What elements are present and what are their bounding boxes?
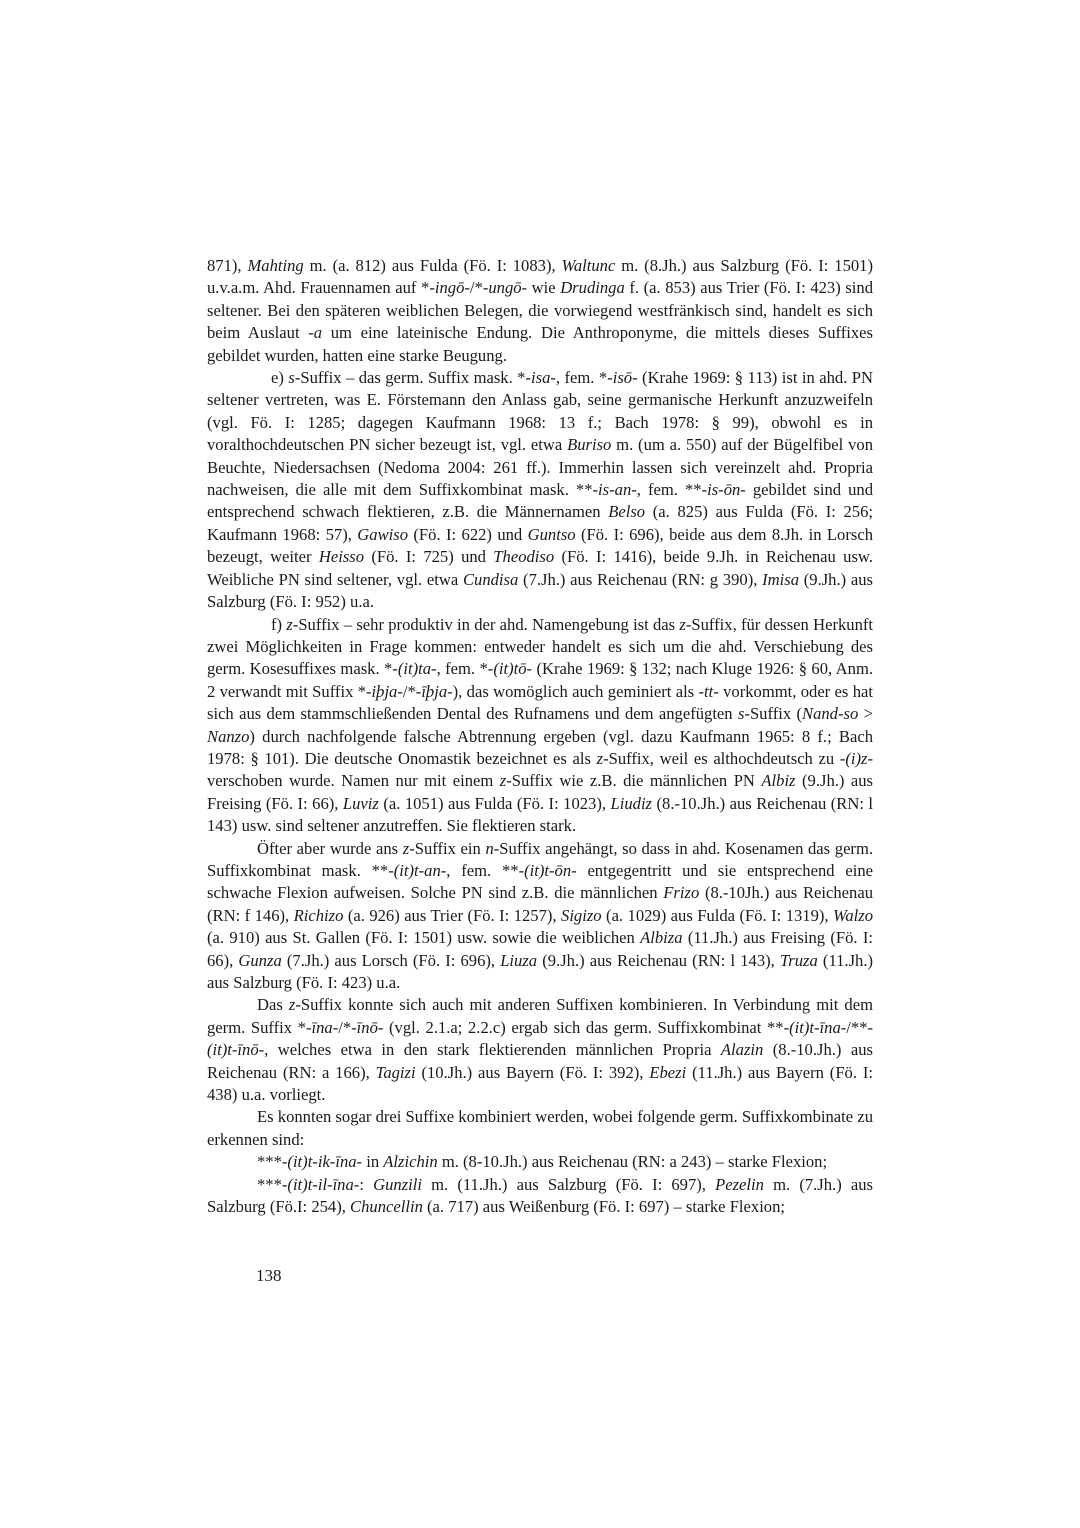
text-run: /**- <box>846 1017 873 1037</box>
text-run: f) <box>271 614 287 634</box>
text-run: -Suffix – sehr produktiv in der ahd. Namengebung ist das <box>292 614 680 634</box>
italic-term: isa- <box>531 368 556 388</box>
italic-term: s <box>288 368 295 388</box>
italic-term: isō- <box>612 368 638 388</box>
text-run: (Fö. I: 622) und <box>408 524 528 544</box>
text-run: , fem. **- <box>446 860 525 880</box>
italic-term: Ebezi <box>649 1062 687 1082</box>
text-run: um eine lateinische Endung. Die Anthroponyme, die mittels dieses Suffixes gebildet wurden, hatten eine starke Beugung. <box>207 323 873 365</box>
text-run: verschoben wurde. Namen nur mit einem <box>207 771 500 791</box>
italic-term: Liuza <box>500 950 538 970</box>
italic-term: Cundisa <box>462 569 519 589</box>
text-run: -Suffix, für dessen Herkunft zwei Möglichkeiten in Frage kommen: entweder handelt es sich um die ahd. Verschiebung des germ. Kosesuffixes mask. *- <box>207 614 874 679</box>
italic-term: (it)t-ōn- <box>524 860 577 880</box>
text-run: (11.Jh.) aus Salzburg (Fö. I: 423) u.a. <box>207 950 873 992</box>
text-run: m. (a. 812) aus Fulda (Fö. I: 1083), <box>303 256 562 275</box>
italic-term: Drudinga <box>560 278 625 298</box>
text-run: (Fö. I: 1416), beide 9.Jh. in Reichenau usw. Weibliche PN sind seltener, vgl. etwa <box>207 547 873 589</box>
text-run: (a. 926) aus Trier (Fö. I: 1257), <box>343 905 562 925</box>
italic-term: Nanzo <box>207 726 250 746</box>
text-run: > <box>858 704 873 724</box>
italic-term: (it)t-il-īna- <box>287 1174 360 1194</box>
italic-term: Buriso <box>567 435 612 455</box>
paragraph-p2 <box>207 367 873 613</box>
italic-term: -tt- <box>698 681 719 701</box>
text-run: in <box>362 1152 384 1172</box>
text-run: ), das womöglich auch geminiert als <box>452 681 699 701</box>
italic-term: Imisa <box>762 569 799 589</box>
text-run: ***- <box>257 1152 288 1172</box>
text-run: -Suffix ( <box>744 704 803 724</box>
italic-term: n <box>485 838 494 858</box>
italic-term: z <box>286 614 293 634</box>
text-run: gebildet sind und entsprechend schwach flektieren, z.B. die Männernamen <box>207 480 874 522</box>
text-run: (a. 825) aus Fulda (Fö. I: 256; Kaufmann 1968: 57), <box>207 502 873 544</box>
text-run: (a. 1051) aus Fulda (Fö. I: 1023), <box>378 793 611 813</box>
text-run: (a. 910) aus St. Gallen (Fö. I: 1501) usw. sowie die weiblichen <box>207 928 641 948</box>
italic-term: Guntso <box>527 524 576 544</box>
text-run: entgegentritt und sie entsprechend eine schwache Flexion aufweisen. Solche PN sind z.B. die männlichen <box>207 860 873 903</box>
italic-term: Liudiz <box>610 793 653 813</box>
text-run: (a. 1029) aus Fulda (Fö. I: 1319), <box>601 905 834 925</box>
italic-term: Pezelin <box>715 1174 764 1194</box>
text-run: /*- <box>402 681 422 701</box>
text-run: (8.-10.Jh.) aus Reichenau (RN: l 143) usw. sind seltener anzutreffen. Sie flektieren stark. <box>207 793 874 836</box>
italic-term: Chuncellin <box>350 1197 423 1217</box>
italic-term: iþja- <box>371 681 403 701</box>
paragraph-p8 <box>207 1174 873 1219</box>
italic-term: Gunza <box>238 950 282 970</box>
italic-term: (it)t-an- <box>393 860 447 880</box>
italic-term: ingō- <box>434 278 470 298</box>
text-run: m. (um a. 550) auf der Bügelfibel von Beuchte, Niedersachsen (Nedoma 2004: 261 ff.). Immerhin lassen sich vereinzelt ahd. Propria nachweisen, die alle mit dem Suffixkombinat mask. **- <box>207 435 873 500</box>
text-run: , fem. *- <box>436 659 494 679</box>
text-run: (9.Jh.) aus Reichenau (RN: l 143), <box>537 950 780 970</box>
text-run: Öfter aber wurde ans <box>257 838 403 858</box>
text-run: (7.Jh.) aus Lorsch (Fö. I: 696), <box>281 950 501 970</box>
italic-term: Alzichin <box>383 1152 438 1172</box>
italic-term: -(i)z- <box>839 748 874 768</box>
italic-term: Alazin <box>720 1040 764 1060</box>
paragraph-p4 <box>207 838 873 995</box>
text-run: (Fö. I: 696), beide aus dem 8.Jh. in Lorsch bezeugt, weiter <box>207 524 873 567</box>
text-run: (Fö. I: 725) und <box>364 547 494 567</box>
text-run: (Krahe 1969: § 132; nach Kluge 1926: § 60, Anm. 2 verwandt mit Suffix *- <box>207 659 874 701</box>
text-run: f. (a. 853) aus Trier (Fö. I: 423) sind seltener. Bei den späteren weiblichen Belegen, die vorwiegend westfränkisch sind, handelt es sich beim Auslaut <box>207 278 873 343</box>
paragraph-p1 <box>207 255 873 367</box>
text-run: m. (8.Jh.) aus Salzburg (Fö. I: 1501) u.v.a.m. Ahd. Frauennamen auf *- <box>207 256 873 298</box>
italic-term: z <box>596 748 604 768</box>
italic-term: s <box>737 704 745 724</box>
text-run: (9.Jh.) aus Salzburg (Fö. I: 952) u.a. <box>207 569 874 612</box>
text-run: -Suffix, weil es althochdeutsch zu <box>603 748 840 768</box>
page-number: 138 <box>256 1266 282 1285</box>
text-run: m. (8-10.Jh.) aus Reichenau (RN: a 243) – starke Flexion; <box>437 1152 828 1172</box>
text-run: (11.Jh.) aus Bayern (Fö. I: 438) u.a. vorliegt. <box>207 1062 873 1105</box>
text-run: Es konnten sogar drei Suffixe kombiniert werden, wobei folgende germ. Suffixkombinate zu erkennen sind: <box>207 1107 873 1149</box>
text-run: : <box>359 1174 374 1194</box>
text-run: -Suffix ein <box>409 838 486 858</box>
italic-term: (it)t-īna- <box>789 1017 847 1037</box>
body-text <box>207 255 873 1218</box>
italic-term: (it)ta- <box>397 659 437 679</box>
text-run: m. (11.Jh.) aus Salzburg (Fö. I: 697), <box>421 1174 716 1194</box>
italic-term: z <box>288 995 296 1015</box>
text-run: (8.-10Jh.) aus Reichenau (RN: f 146), <box>207 883 873 925</box>
text-run: (9.Jh.) aus Freising (Fö. I: 66), <box>207 771 874 813</box>
text-run: /*- <box>338 1017 357 1037</box>
italic-term: Theodiso <box>493 547 555 567</box>
italic-term: Frizo <box>663 883 700 903</box>
paragraph-p7 <box>207 1151 873 1173</box>
text-run: vorkommt, oder es hat sich aus dem stammschließenden Dental des Rufnamens und dem angefügten <box>207 681 873 724</box>
text-run: -Suffix konnte sich auch mit anderen Suffixen kombinieren. In Verbindung mit dem germ. Suffix *- <box>207 995 873 1037</box>
italic-term: Truza <box>779 950 818 970</box>
text-run: 871), <box>207 256 248 275</box>
text-run: Das <box>257 995 289 1015</box>
italic-term: (it)tō- <box>493 659 533 679</box>
italic-term: Albiz <box>761 771 796 791</box>
italic-term: Albiza <box>640 928 683 948</box>
italic-term: Gunzili <box>373 1174 422 1194</box>
italic-term: -a <box>308 323 323 343</box>
text-run: , fem. *- <box>555 368 613 388</box>
text-run: (8.-10.Jh.) aus Reichenau (RN: a 166), <box>207 1040 873 1082</box>
italic-term: īna- <box>311 1017 339 1037</box>
text-run: (vgl. 2.1.a; 2.2.c) ergab sich das germ. Suffixkombinat **- <box>383 1017 790 1037</box>
italic-term: (it)t-ik-īna- <box>287 1152 363 1172</box>
italic-term: īþja- <box>421 681 453 701</box>
text-run: /*- <box>469 278 489 298</box>
text-run: -Suffix wie z.B. die männlichen PN <box>506 771 762 791</box>
paragraph-p3 <box>207 614 873 838</box>
italic-term: Belso <box>608 502 646 522</box>
italic-term: is-an- <box>598 480 637 500</box>
italic-term: z <box>679 614 686 634</box>
text-run: ***- <box>257 1174 288 1194</box>
text-run: -Suffix angehängt, so dass in ahd. Kosenamen das germ. Suffixkombinat mask. **- <box>207 838 874 880</box>
text-run: (Krahe 1969: § 113) ist in ahd. PN seltener vertreten, was E. Förstemann den Anlass gab, seine germanische Herkunft anzuzweifeln (vgl. Fö. I: 1285; dagegen Kaufmann 1968: 13 f.; Bach 1978: § 99), obwohl es in voralthochdeutschen PN sicher bezeugt ist, vgl. etwa <box>207 368 873 455</box>
text-run: (10.Jh.) aus Bayern (Fö. I: 392), <box>415 1062 650 1082</box>
text-run: m. (7.Jh.) aus Salzburg (Fö.I: 254), <box>207 1174 873 1217</box>
text-run: (11.Jh.) aus Freising (Fö. I: 66), <box>207 928 874 970</box>
italic-term: Sigizo <box>561 905 602 925</box>
italic-term: is-ōn- <box>707 480 746 500</box>
text-run: (7.Jh.) aus Reichenau (RN: g 390), <box>518 569 763 589</box>
italic-term: Nand-so <box>802 704 859 724</box>
paragraph-p6 <box>207 1106 873 1151</box>
italic-term: Heisso <box>318 547 365 567</box>
text-run: (a. 717) aus Weißenburg (Fö. I: 697) – starke Flexion; <box>422 1197 786 1217</box>
italic-term: Luviz <box>342 793 379 813</box>
italic-term: Gawiso <box>357 524 409 544</box>
text-run: e) <box>271 368 289 388</box>
italic-term: Mahting <box>247 256 304 275</box>
text-run: ) durch nachfolgende falsche Abtrennung ergeben (vgl. dazu Kaufmann 1965: 8 f.; Bach 1978: § 101). Die deutsche Onomastik bezeichnet es als <box>207 726 873 768</box>
italic-term: ungō- <box>488 278 528 298</box>
italic-term: Tagizi <box>375 1062 416 1082</box>
italic-term: z <box>402 838 410 858</box>
text-run: -Suffix – das germ. Suffix mask. *- <box>294 368 532 388</box>
text-run: , fem. **- <box>636 480 708 500</box>
italic-term: z <box>499 771 507 791</box>
italic-term: Walzo <box>833 905 873 925</box>
text-run: , welches etwa in den stark flektierenden männlichen Propria <box>264 1040 721 1060</box>
italic-term: Richizo <box>293 905 344 925</box>
italic-term: Waltunc <box>561 256 616 275</box>
italic-term: īnō- <box>356 1017 384 1037</box>
text-run: wie <box>527 278 561 298</box>
paragraph-p5 <box>207 994 873 1106</box>
italic-term: (it)t-īnō- <box>207 1040 265 1060</box>
